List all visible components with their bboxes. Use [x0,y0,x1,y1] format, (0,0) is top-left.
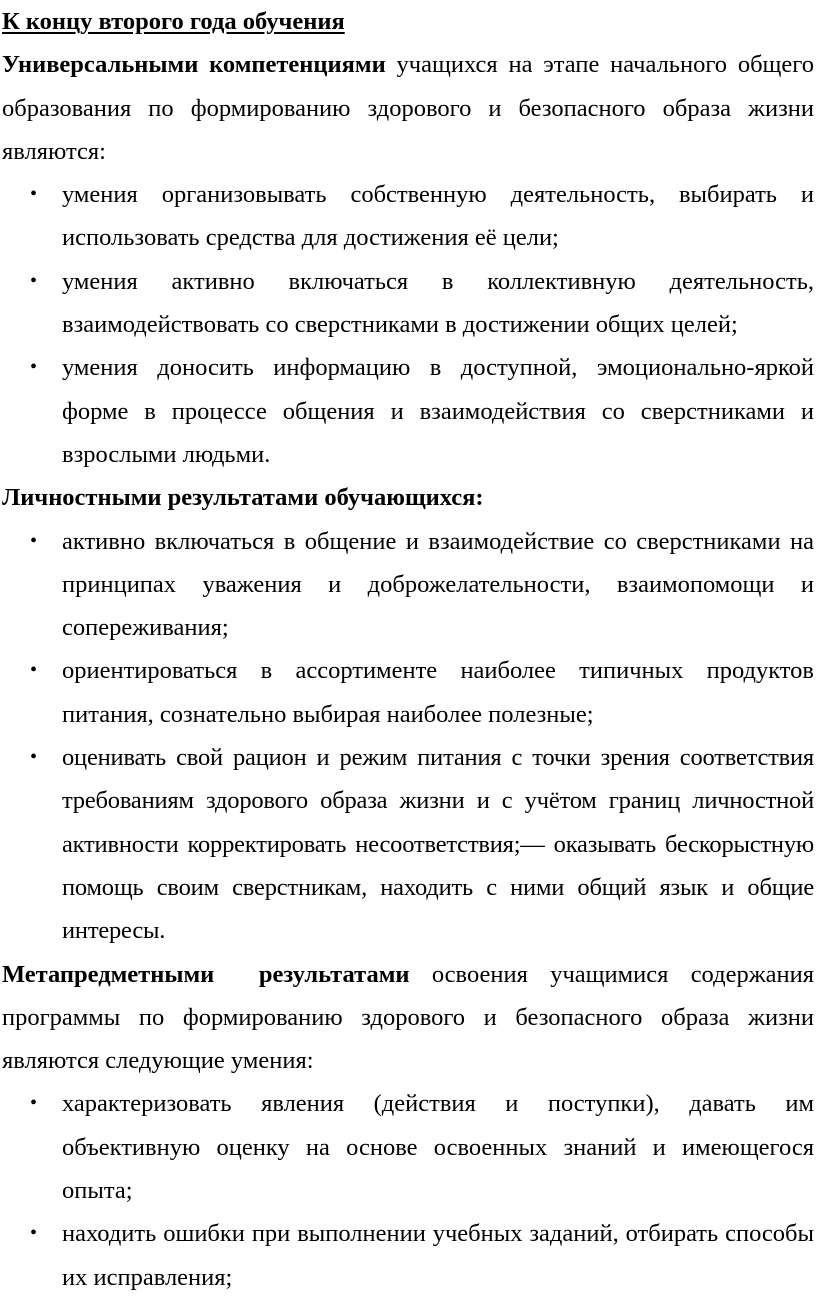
list-item [2,173,814,260]
list-item-text: умения активно включаться в коллективную деятельность, взаимодействовать со сверстниками в достижении общих целей; [62,267,814,339]
bullet-icon: • [30,1092,38,1115]
personal-list [2,520,814,953]
list-item-text: оценивать свой рацион и режим питания с точки зрения соответствия требованиям здорового образа жизни и с учётом границ личностной активности корректировать несоответствия;— оказывать бескорыстную помощь своим сверстникам, находить с ними общий язык и общие интересы. [62,744,814,945]
universal-intro [2,43,814,173]
meta-lead-text: освоения учащимися содержания программы по формированию здорового и безопасного образа жизни являются следующие умения: [2,960,814,1075]
list-item [2,1212,814,1299]
list-item [2,736,814,952]
list-item [2,346,814,476]
personal-title: Личностными результатами обучающихся: [2,484,484,512]
list-item [2,520,814,650]
list-item-text: характеризовать явления (действия и поступки), давать им объективную оценку на основе освоенных знаний и имеющегося опыта; [62,1090,814,1205]
universal-lead-bold: Универсальными компетенциями [2,51,386,79]
list-item-text: умения организовывать собственную деятельность, выбирать и использовать средства для достижения её цели; [62,181,814,252]
list-item-text: активно включаться в общение и взаимодействие со сверстниками на принципах уважения и доброжелательности, взаимопомощи и сопереживания; [62,527,814,642]
meta-lead-bold-1: Метапредметными [2,960,215,988]
list-item [2,649,814,736]
bullet-icon: • [30,529,38,552]
universal-lead-text: учащихся на этапе начального общего образования по формированию здорового и безопасного образа жизни являются: [2,51,814,165]
list-item-text: ориентироваться в ассортименте наиболее типичных продуктов питания, сознательно выбирая наиболее полезные; [62,657,814,728]
list-item [2,1082,814,1212]
bullet-icon: • [30,1222,38,1245]
section-heading: К концу второго года обучения [2,8,345,35]
bullet-icon: • [30,183,38,206]
meta-list [2,1082,814,1298]
bullet-icon: • [30,659,38,682]
list-item-text: умения доносить информацию в доступной, эмоционально-яркой форме в процессе общения и взаимодействия со сверстниками и взрослыми людьми. [62,354,814,468]
list-item-text: находить ошибки при выполнении учебных заданий, отбирать способы их исправления; [62,1220,814,1291]
bullet-icon: • [30,269,38,292]
universal-list [2,173,814,476]
meta-intro [2,953,814,1083]
bullet-icon: • [30,356,38,379]
list-item [2,260,814,347]
meta-lead-bold-2: результатами [258,960,410,988]
bullet-icon: • [30,746,38,769]
